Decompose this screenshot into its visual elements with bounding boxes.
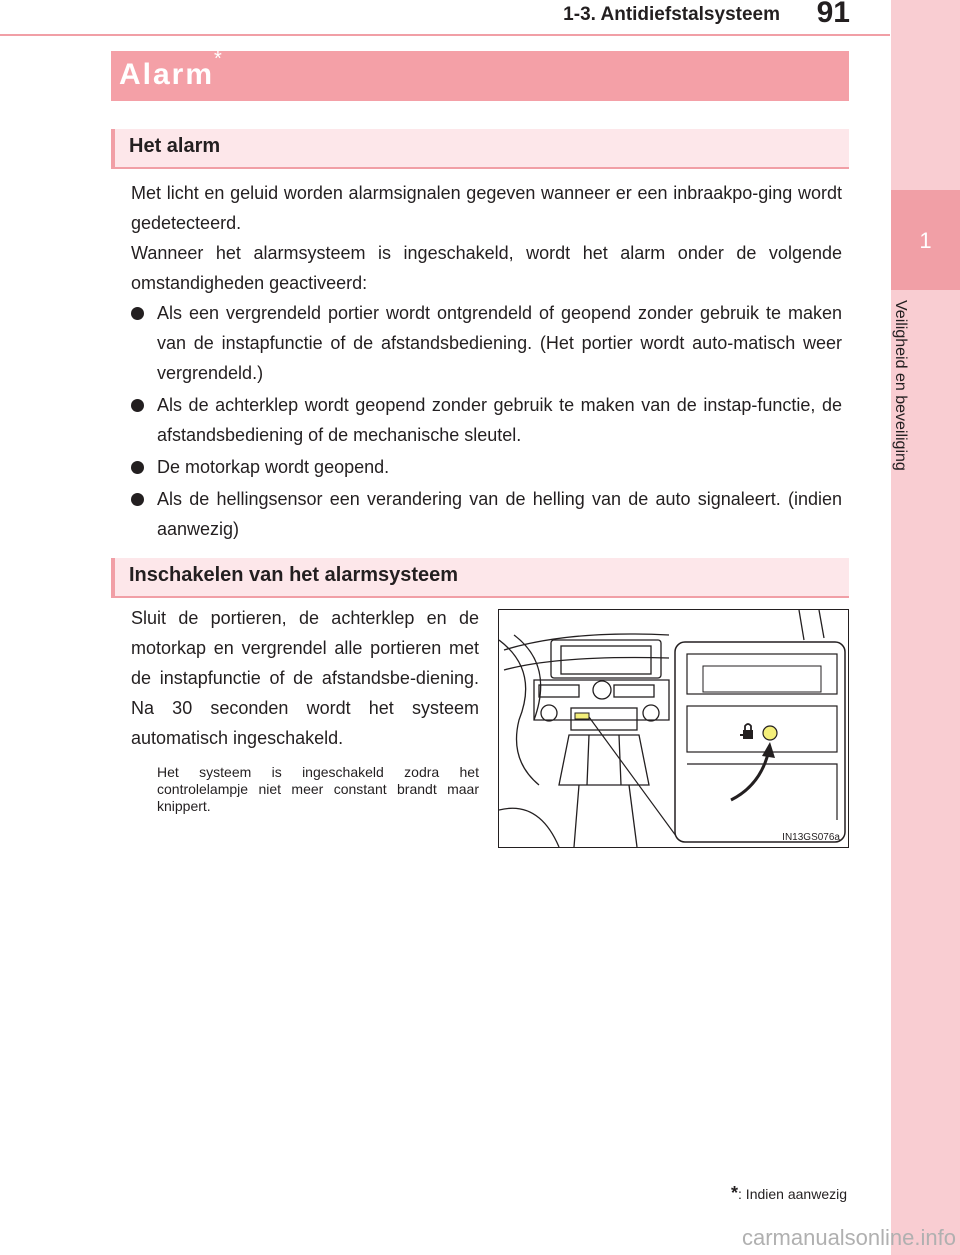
footnote-asterisk: * <box>731 1183 739 1203</box>
list-item <box>131 484 842 544</box>
bullet-icon <box>131 307 144 320</box>
bullet-icon <box>131 461 144 474</box>
page-number: 91 <box>816 0 850 29</box>
list-item-text: De motorkap wordt geopend. <box>157 457 390 477</box>
page-header <box>0 0 890 34</box>
arming-note: Het systeem is ingeschakeld zodra het controlelampje niet meer constant brandt maar knippert. <box>157 764 479 814</box>
chapter-title-vertical <box>894 300 924 510</box>
arming-instructions: Sluit de portieren, de achterklep en de motorkap en vergrendel alle portieren met de instapfunctie of de afstandsbe-diening. Na 30 seconden wordt het systeem automatisch ingeschakeld. <box>131 608 479 748</box>
list-item-text: Als de hellingsensor een verandering van de helling van de auto signaleert. (indien aanwezig) <box>157 489 842 539</box>
list-item <box>131 452 842 482</box>
chapter-number-box <box>891 190 960 290</box>
dashboard-illustration <box>498 609 849 848</box>
section-heading-text: Het alarm <box>129 135 221 157</box>
alarm-trigger-list <box>131 298 842 546</box>
chapter-side-tab <box>891 0 960 1255</box>
dashboard-drawing <box>499 610 848 847</box>
section-heading-text: Inschakelen van het alarmsysteem <box>129 564 459 586</box>
title-asterisk: * <box>214 48 224 70</box>
list-item <box>131 298 842 388</box>
security-indicator-light <box>763 726 777 740</box>
chapter-number: 1 <box>919 228 932 253</box>
page-title-text: Alarm <box>119 58 215 91</box>
list-item <box>131 390 842 450</box>
chapter-title: Veiligheid en beveiliging <box>892 300 909 471</box>
page-title <box>119 48 224 92</box>
list-item-text: Als een vergrendeld portier wordt ontgrendeld of geopend zonder gebruik te maken van de instapfunctie of de afstandsbediening. (Het portier wordt auto-matisch weer vergrendeld.) <box>157 303 842 383</box>
list-item-text: Als de achterklep wordt geopend zonder gebruik te maken van de instap-functie, de afstandsbediening of de mechanische sleutel. <box>157 395 842 445</box>
header-section-title: 1-3. Antidiefstalsysteem <box>563 4 780 25</box>
header-divider <box>0 34 890 36</box>
page-title-bar <box>111 48 849 101</box>
indicator-location-marker <box>575 713 589 719</box>
figure-code: IN13GS076a <box>782 832 840 843</box>
watermark: carmanualsonline.info <box>741 1225 956 1250</box>
footnote <box>731 1183 847 1204</box>
intro-paragraph-2: Wanneer het alarmsysteem is ingeschakeld, wordt het alarm onder de volgende omstandigheden geactiveerd: <box>131 243 842 293</box>
footnote-text: : Indien aanwezig <box>738 1186 847 1202</box>
bullet-icon <box>131 399 144 412</box>
intro-paragraph-1: Met licht en geluid worden alarmsignalen gegeven wanneer er een inbraakpo-ging wordt gedetecteerd. <box>131 183 842 233</box>
section-heading-het-alarm <box>111 129 849 169</box>
section-heading-inschakelen <box>111 558 849 598</box>
bullet-icon <box>131 493 144 506</box>
